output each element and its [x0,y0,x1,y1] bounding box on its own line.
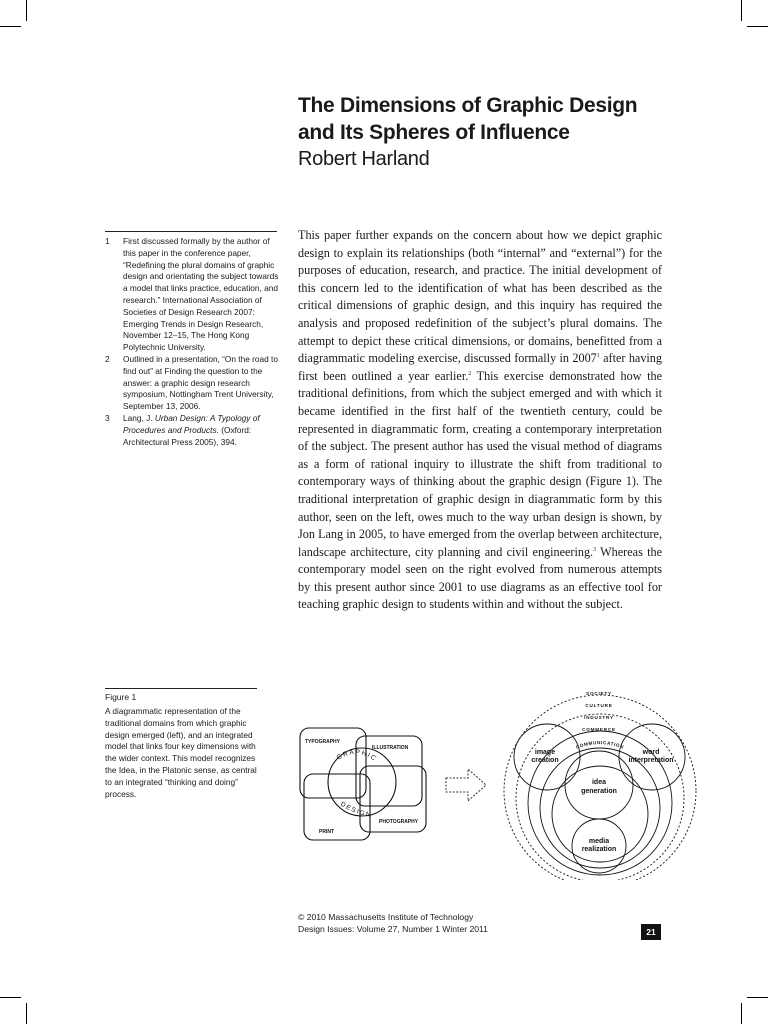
label-graphic-path: GRAPHIC [335,748,378,764]
article-title [298,92,718,146]
crop-mark [0,997,21,998]
footnote-text-post: (Oxford: Architectural Press 2005), 394. [123,424,252,447]
body-text-part: This exercise demonstrated how the traditional definitions, from which the subject emerged and with which it became identified in the first half of the twentieth century, could be represented in diagrammatic form, creating a contemporary interpretation of the subject. The present author has used the visual method of diagrams as a form of rational inquiry to illustrate the shift from traditional to contemporary ways of thinking about the graphic design (Figure 1). The traditional interpretation of graphic design in diagrammatic form by this author, seen on the left, owes much to the way urban design is shown, by Jon Lang in 2005, to have emerged from the overlap between architecture, landscape architecture, city planning and civil engineering. [298,368,663,559]
page-footer [298,912,488,935]
footnotes [105,236,280,448]
footnote-3 [105,413,280,448]
copyright-notice: © 2010 Massachusetts Institute of Technology [298,912,474,922]
body-paragraph [298,227,662,614]
body-text-part: This paper further expands on the concern about how we depict graphic design to explain its relationships (both “internal” and “external”) for the purposes of education, research, and practice. The initial development of this concern led to the identification of what has been described as the critical dimensions of graphic design, and this inquiry has required the analysis and proposed redefinition of the subject’s plural domains. The attempt to depict these critical dimensions, or domains, benefitted from a diagrammatic modeling exercise, discussed formally in 2007 [298,228,662,366]
label-creation: creation [531,757,559,764]
footnote-1 [105,236,280,354]
label-image: image [534,749,556,756]
author-name: Robert Harland [298,148,430,170]
label-industry: INDUSTRY [584,715,614,720]
footnote-rule [105,231,277,232]
figure-rule [105,688,257,689]
footnote-ref[interactable]: 3 [593,546,597,553]
label-illustration: ILLUSTRATION [372,745,409,751]
crop-mark [26,1003,27,1024]
crop-mark [741,0,742,21]
body-text-part: after having first been outlined a year earlier. [298,351,662,383]
crop-mark [741,1003,742,1024]
label-typography: TYPOGRAPHY [305,739,341,745]
label-idea: idea [591,779,607,786]
crop-mark [0,26,21,27]
footnote-2 [105,354,280,413]
figure-label: Figure 1 [105,692,137,702]
footnote-ref[interactable]: 2 [468,370,472,377]
label-commerce: COMMERCE [582,727,616,732]
crop-mark [747,997,768,998]
footnote-ref[interactable]: 1 [596,353,600,360]
label-design-path: DESIGN [339,800,373,819]
footnote-number: 2 [105,353,110,364]
crop-mark [26,0,27,21]
page-number: 21 [641,924,661,940]
label-society: SOCIETY [586,691,612,696]
label-media: media [588,838,610,845]
label-communication-path: COMMUNICATION [575,740,625,750]
label-photography: PHOTOGRAPHY [379,819,419,825]
body-text-part: Whereas the contemporary model seen on the right evolved from numerous attempts by this present author since 2001 to use diagrams as an effective tool for teaching graphic design to students within and without the subject. [298,544,662,612]
label-culture: CULTURE [585,703,613,708]
label-interpretation: interpretation [628,757,674,764]
footnote-text-pre: Lang, J. [123,412,155,423]
journal-citation: Design Issues: Volume 27, Number 1 Winter 2011 [298,923,488,934]
label-print: PRINT [319,829,334,835]
title-line-2: and Its Spheres of Influence [298,121,570,144]
figure-caption: A diagrammatic representation of the traditional domains from which graphic design emerged (left), and an integrated model that links four key dimensions with the wider context. This model recognizes the Idea, in the Platonic sense, as central to an integrated “thinking and doing” process. [105,706,257,799]
footnote-text: Outlined in a presentation, “On the road to find out” at Finding the question to the answer: a graphic design research symposium, Nottingham Trent University, September 13, 2006. [123,353,278,412]
footnote-book-title: Urban Design: A Typology of Procedures and Products. [123,412,260,435]
label-design [339,801,372,819]
title-line-1: The Dimensions of Graphic Design [298,94,638,117]
label-word: word [642,749,660,756]
transition-arrow [446,769,486,801]
footnote-text: First discussed formally by the author of this paper in the conference paper, “Redefining the plural domains of graphic design and orientating the subject towards a model that links practice, education, and research.” International Association of Societies of Design Research 2007: Emerging Trends in Design Research, November 12–15, The Hong Kong Polytechnic University. [123,236,279,353]
footnote-number: 3 [105,412,110,423]
label-generation: generation [581,788,617,795]
label-realization: realization [581,846,617,853]
figure-1-diagram [290,680,710,880]
crop-mark [747,26,768,27]
footnote-number: 1 [105,236,110,246]
